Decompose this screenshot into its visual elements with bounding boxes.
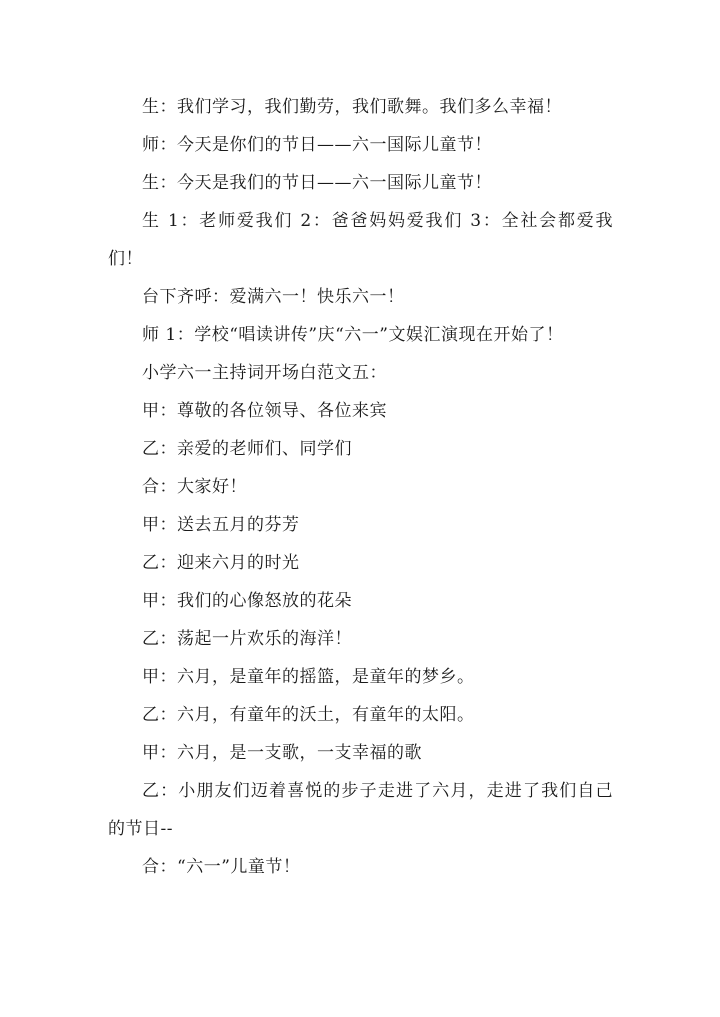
paragraph-2: 师：今天是你们的节日——六一国际儿童节！ bbox=[142, 135, 492, 155]
paragraph-1: 生：我们学习，我们勤劳，我们歌舞。我们多么幸福！ bbox=[142, 97, 562, 117]
paragraph-4: 生 1：老师爱我们 2：爸爸妈妈爱我们 3：全社会都爱我们！ bbox=[108, 211, 613, 269]
paragraph-15: 甲：六月，是童年的摇篮，是童年的梦乡。 bbox=[142, 667, 475, 687]
paragraph-19: 合：“六一”儿童节！ bbox=[142, 857, 301, 877]
paragraph-13: 甲：我们的心像怒放的花朵 bbox=[142, 591, 352, 611]
paragraph-11: 甲：送去五月的芬芳 bbox=[142, 515, 300, 535]
paragraph-7: 小学六一主持词开场白范文五： bbox=[142, 363, 387, 383]
document-body bbox=[108, 88, 613, 886]
paragraph-16: 乙：六月，有童年的沃土，有童年的太阳。 bbox=[142, 705, 475, 725]
paragraph-18: 乙：小朋友们迈着喜悦的步子走进了六月，走进了我们自己的节日-- bbox=[108, 781, 613, 839]
paragraph-17: 甲：六月，是一支歌，一支幸福的歌 bbox=[142, 743, 422, 763]
paragraph-10: 合：大家好！ bbox=[142, 477, 247, 497]
paragraph-6: 师 1：学校“唱读讲传”庆“六一”文娱汇演现在开始了！ bbox=[142, 325, 564, 345]
paragraph-5: 台下齐呼：爱满六一！快乐六一！ bbox=[142, 287, 405, 307]
paragraph-9: 乙：亲爱的老师们、同学们 bbox=[142, 439, 352, 459]
paragraph-8: 甲：尊敬的各位领导、各位来宾 bbox=[142, 401, 387, 421]
paragraph-3: 生：今天是我们的节日——六一国际儿童节！ bbox=[142, 173, 492, 193]
paragraph-14: 乙：荡起一片欢乐的海洋！ bbox=[142, 629, 352, 649]
paragraph-12: 乙：迎来六月的时光 bbox=[142, 553, 300, 573]
